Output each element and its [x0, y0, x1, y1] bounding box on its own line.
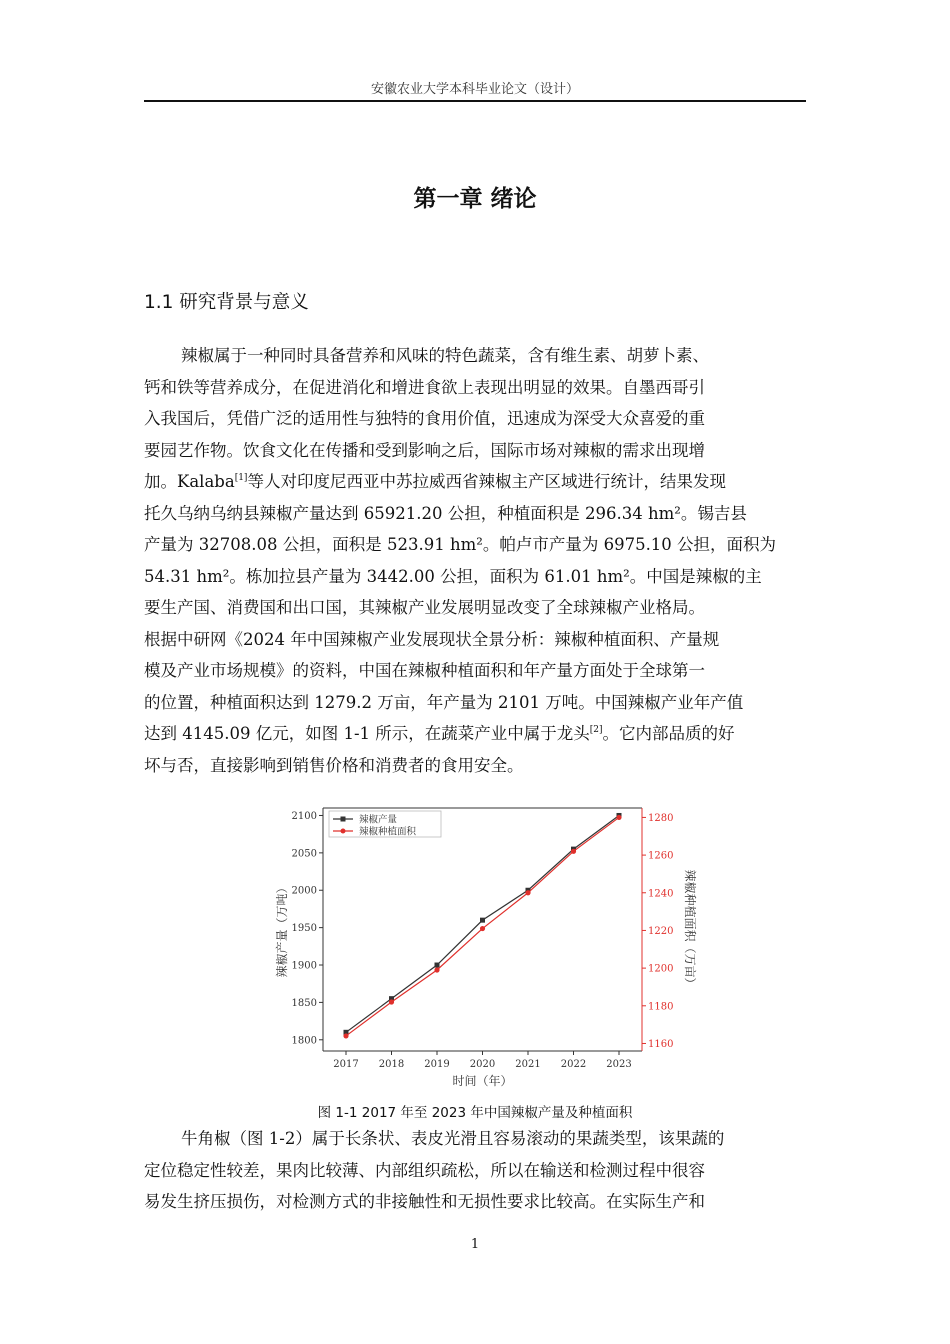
x-axis-label: 时间（年）: [452, 1074, 513, 1088]
text-run: 加。Kalaba: [144, 472, 235, 491]
text-run: 牛角椒（图 1-2）属于长条状、表皮光滑且容易滚动的果蔬类型，该果蔬的: [181, 1129, 725, 1148]
y-right-tick-label: 1280: [648, 812, 674, 824]
text-run: 达到 4145.09 亿元，如图 1-1 所示，在蔬菜产业中属于龙头: [144, 724, 590, 743]
text-run: 辣椒属于一种同时具备营养和风味的特色蔬菜，含有维生素、胡萝卜素、: [181, 346, 709, 365]
text-run: 托久乌纳乌纳县辣椒产量达到 65921.20 公担，种植面积是 296.34 hm²。锡吉县: [144, 503, 747, 523]
text-run: 坏与否，直接影响到销售价格和消费者的食用安全。: [144, 755, 524, 775]
x-tick-label: 2017: [333, 1059, 359, 1070]
data-point-area: [434, 967, 439, 972]
y-left-tick-label: 1950: [291, 923, 317, 935]
legend-label: 辣椒产量: [359, 814, 398, 826]
text-run: 要生产国、消费国和出口国，其辣椒产业发展明显改变了全球辣椒产业格局。: [144, 598, 705, 617]
text-run: 。它内部品质的好: [602, 724, 735, 743]
citation-ref: [1]: [234, 473, 248, 483]
x-tick-label: 2019: [424, 1059, 450, 1070]
text-line: [144, 435, 806, 467]
header-rule: [144, 100, 806, 102]
x-tick-label: 2020: [469, 1059, 496, 1070]
citation-ref: [2]: [589, 725, 603, 735]
y-right-tick-label: 1240: [648, 888, 674, 900]
text-run: 入我国后，凭借广泛的适用性与独特的食用价值，迅速成为深受大众喜爱的重: [144, 409, 705, 428]
data-point-area: [616, 815, 621, 820]
text-run: 产量为 32708.08 公担，面积是 523.91 hm²。帕卢市产量为 6975.10 公担，面积为: [144, 535, 777, 554]
data-point-production: [435, 963, 440, 968]
x-tick-label: 2023: [606, 1059, 632, 1070]
data-point-area: [571, 849, 576, 854]
text-line: [144, 1155, 806, 1187]
y-left-axis-label: 辣椒产量（万吨）: [275, 881, 289, 978]
text-line: [144, 592, 806, 624]
text-run: 易发生挤压损伤，对检测方式的非接触性和无损性要求比较高。在实际生产和: [144, 1192, 705, 1211]
y-right-tick-label: 1180: [648, 1001, 674, 1013]
text-run: 钙和铁等营养成分，在促进消化和增进食欲上表现出明显的效果。自墨西哥引: [144, 377, 705, 397]
y-left-tick-label: 1900: [291, 960, 317, 972]
text-line: [144, 561, 806, 593]
chart-svg: [268, 798, 697, 1098]
y-right-tick-label: 1200: [648, 963, 674, 975]
data-point-production: [480, 918, 485, 923]
legend-marker: [341, 817, 346, 822]
page-number: 1: [470, 1237, 480, 1252]
text-line: [144, 750, 806, 782]
text-run: 根据中研网《2024 年中国辣椒产业发展现状全景分析：辣椒种植面积、产量规: [144, 629, 720, 649]
text-line: [144, 466, 806, 498]
text-line: [144, 1123, 806, 1155]
text-run: 定位稳定性较差，果肉比较薄、内部组织疏松，所以在输送和检测过程中很容: [144, 1160, 705, 1180]
x-tick-label: 2022: [560, 1059, 587, 1070]
text-line: [144, 403, 806, 435]
text-line: [144, 1186, 806, 1218]
x-tick-label: 2021: [515, 1059, 541, 1070]
y-right-tick-label: 1160: [648, 1038, 674, 1050]
y-right-axis-label: 辣椒种植面积（万亩）: [683, 869, 697, 990]
y-left-tick-label: 1850: [291, 997, 317, 1009]
y-right-tick-label: 1260: [648, 850, 674, 862]
text-line: [144, 624, 806, 656]
legend-marker: [341, 829, 346, 834]
production-area-chart: [268, 798, 697, 1098]
section-title: 1.1 研究背景与意义: [144, 292, 309, 313]
text-line: [144, 340, 806, 372]
text-run: 要园艺作物。饮食文化在传播和受到影响之后，国际市场对辣椒的需求出现增: [144, 440, 705, 460]
text-line: [144, 372, 806, 404]
y-left-tick-label: 1800: [291, 1035, 317, 1047]
y-left-tick-label: 2050: [291, 848, 317, 860]
text-line: [144, 718, 806, 750]
y-right-tick-label: 1220: [648, 925, 674, 937]
text-run: 54.31 hm²。栋加拉县产量为 3442.00 公担，面积为 61.01 hm²。中国是辣椒的主: [144, 566, 762, 586]
y-left-tick-label: 2100: [291, 810, 317, 822]
text-line: [144, 655, 806, 687]
text-line: [144, 687, 806, 719]
x-tick-label: 2018: [378, 1059, 405, 1070]
text-line: [144, 529, 806, 561]
text-run: 模及产业市场规模》的资料，中国在辣椒种植面积和年产量方面处于全球第一: [144, 661, 705, 680]
data-point-area: [343, 1033, 348, 1038]
text-run: 等人对印度尼西亚中苏拉威西省辣椒主产区域进行统计，结果发现: [247, 472, 726, 491]
figure-caption: 图 1-1 2017 年至 2023 年中国辣椒产量及种植面积: [317, 1105, 633, 1121]
paragraph-background: [144, 340, 806, 781]
chapter-title: 第一章 绪论: [413, 186, 537, 212]
running-header: 安徽农业大学本科毕业论文（设计）: [370, 82, 579, 97]
legend-label: 辣椒种植面积: [359, 826, 417, 838]
paragraph-pepper-type: [144, 1123, 806, 1218]
y-left-tick-label: 2000: [291, 885, 317, 897]
data-point-area: [389, 999, 394, 1004]
text-line: [144, 498, 806, 530]
data-point-area: [525, 890, 530, 895]
data-point-area: [480, 926, 485, 931]
text-run: 的位置，种植面积达到 1279.2 万亩，年产量为 2101 万吨。中国辣椒产业年产值: [144, 692, 744, 712]
